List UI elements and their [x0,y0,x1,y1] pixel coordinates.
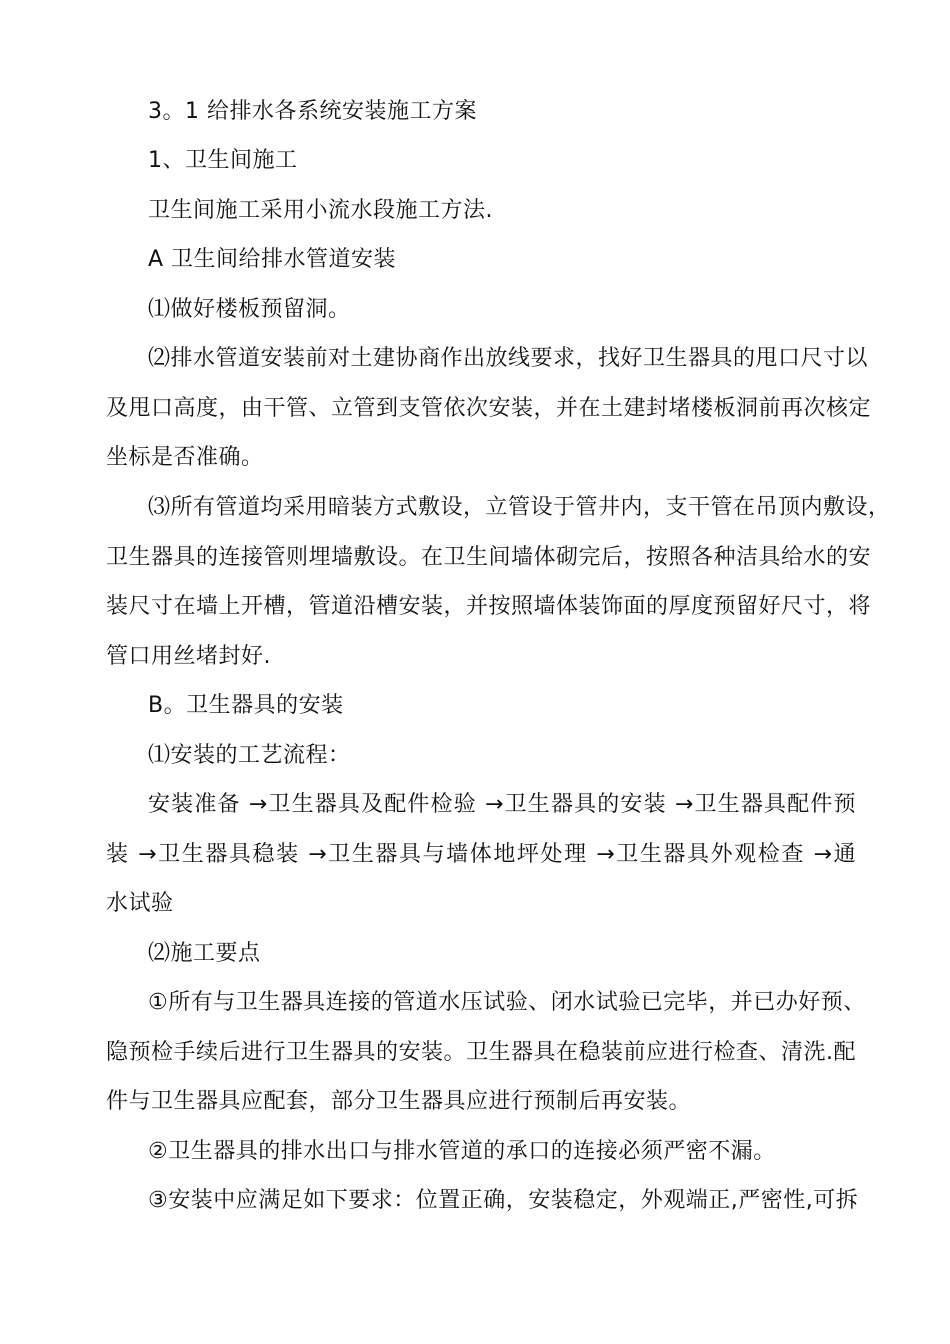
item-heading-a: A 卫生间给排水管道安装 [148,247,397,272]
list-item: ⑵施工要点 [148,941,261,966]
paragraph-line: 及甩口高度，由干管、立管到支管依次安装，并在土建封堵楼板洞前再次核定 [106,396,872,421]
paragraph-line: 隐预检手续后进行卫生器具的安装。卫生器具在稳装前应进行检查、清洗.配 [106,1040,856,1065]
paragraph-line: 管口用丝堵封好. [106,644,271,669]
process-flow-line: 安装准备 →卫生器具及配件检验 →卫生器具的安装 →卫生器具配件预 [148,792,856,817]
paragraph-line: 卫生器具的连接管则埋墙敷设。在卫生间墙体砌完后，按照各种洁具给水的安 [106,545,872,570]
list-item: ⑴安装的工艺流程： [148,743,351,768]
subsection-heading: 1、卫生间施工 [148,148,298,173]
paragraph-line: ③安装中应满足如下要求：位置正确，安装稳定，外观端正,严密性,可拆 [148,1188,859,1213]
paragraph-line: 件与卫生器具应配套，部分卫生器具应进行预制后再安装。 [106,1089,692,1114]
paragraph-line: 装尺寸在墙上开槽，管道沿槽安装，并按照墙体装饰面的厚度预留好尺寸，将 [106,594,872,619]
process-flow-line: 水试验 [106,891,174,916]
paragraph-line: ⑶所有管道均采用暗装方式敷设，立管设于管井内，支干管在吊顶内敷设， [148,495,891,520]
list-item: ⑴做好楼板预留洞。 [148,297,351,322]
paragraph-line: ①所有与卫生器具连接的管道水压试验、闭水试验已完毕，并已办好预、 [148,990,866,1015]
paragraph-line: ⑵排水管道安装前对土建协商作出放线要求，找好卫生器具的甩口尺寸以 [148,346,869,371]
item-heading-b: B。卫生器具的安装 [148,693,344,718]
process-flow-line: 装 →卫生器具稳装 →卫生器具与墙体地坪处理 →卫生器具外观检查 →通 [106,842,856,867]
paragraph-line: ②卫生器具的排水出口与排水管道的承口的连接必须严密不漏。 [148,1139,776,1164]
section-heading: 3。1 给排水各系统安装施工方案 [148,99,477,124]
paragraph-line: 卫生间施工采用小流水段施工方法. [148,198,493,223]
paragraph-line: 坐标是否准确。 [106,445,264,470]
